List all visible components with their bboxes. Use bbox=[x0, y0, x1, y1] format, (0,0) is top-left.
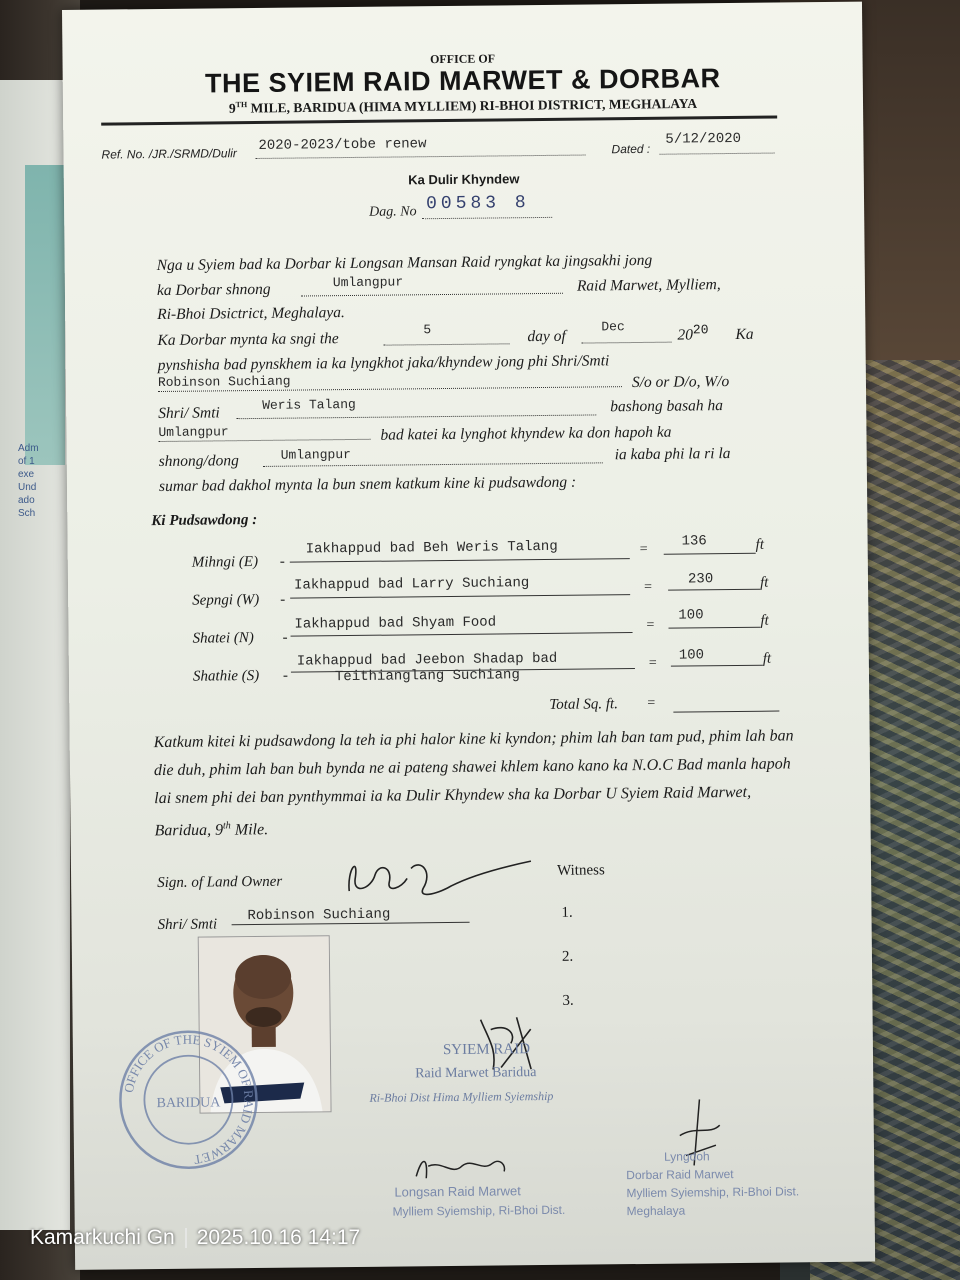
body-line-2b: Raid Marwet, Mylliem, bbox=[576, 276, 721, 295]
document-sheet bbox=[62, 2, 875, 1270]
longsan-stamp-line-1: Longsan Raid Marwet bbox=[394, 1183, 521, 1200]
year-prefix: $20^{20}$ bbox=[677, 322, 709, 344]
body-line-4b: day of bbox=[527, 327, 566, 346]
parent-name-value: Weris Talang bbox=[262, 396, 356, 413]
day-value: 5 bbox=[423, 322, 432, 338]
location-label: Kamarkuchi Gn bbox=[30, 1226, 175, 1249]
office-address: 9TH MILE, BARIDUA (HIMA MYLLIEM) RI-BHOI DISTRICT, MEGHALAYA bbox=[228, 95, 698, 116]
body-line-7b: bashong basah ha bbox=[610, 397, 724, 416]
dorbar-stamp-line-1: Lyngdoh bbox=[663, 1149, 710, 1164]
body-line-1: Nga u Syiem bad ka Dorbar ki Longsan Mansan Raid ryngkat ka jingsakhi jong bbox=[156, 251, 653, 275]
conditions-paragraph: Katkum kitei ki pudsawdong la teh ia phi halor kine ki kyndon; phim lah ban tam pud, phim lah ban die duh, phim lah ban buh bynda ne ai pateng shawei khlem kano kano ka N.O.C Bad manla hapoh lai snem phi dei ban pynthymmai ia ka Dulir Khyndew sha ka Dorbar U Syiem Raid Marwet, Baridua, 9th Mile. bbox=[153, 727, 794, 840]
office-title: THE SYIEM RAID MARWET & DORBAR bbox=[204, 63, 721, 99]
body-line-4d: Ka bbox=[735, 325, 754, 343]
edge-partial-text: Adm of 1 exe Und ado Sch bbox=[18, 443, 39, 519]
datetime-label: 2025.10.16 14:17 bbox=[196, 1226, 361, 1249]
dag-label: Dag. No bbox=[369, 204, 417, 220]
boundary-row-east: Mihngi (E) - Iakhappud bad Beh Weris Talang = 136 ft bbox=[191, 533, 765, 571]
dotted-line bbox=[384, 343, 510, 345]
stamp-center-text: BARIDUA bbox=[156, 1095, 221, 1112]
boundary-row-south: Shathie (S) - Iakhappud bad Jeebon Shadap bad Teithianglang Suchiang = 100 ft bbox=[192, 647, 772, 686]
body-line-9b: ia kaba phi la ri la bbox=[614, 445, 731, 464]
dotted-line bbox=[263, 462, 603, 467]
dotted-line bbox=[301, 293, 563, 297]
syiem-stamp-line-2: Raid Marwet Baridua bbox=[415, 1065, 537, 1082]
photo-timestamp-overlay bbox=[30, 1226, 360, 1250]
dated-value: 5/12/2020 bbox=[665, 130, 742, 148]
body-line-2a: ka Dorbar shnong bbox=[156, 280, 271, 300]
stamp-ring-text: OFFICE OF THE SYIEM OF RAID MARWET bbox=[120, 1031, 257, 1168]
ref-dotted-line bbox=[256, 155, 586, 159]
body-line-10: sumar bad dakhol mynta la bun snem katkum kine ki pudsawdong : bbox=[158, 473, 577, 496]
body-line-6b: S/o or D/o, W/o bbox=[631, 373, 730, 392]
dag-dotted-line bbox=[422, 217, 552, 219]
owner-name-value: Robinson Suchiang bbox=[157, 373, 291, 391]
background-teal-folder bbox=[25, 165, 65, 465]
office-of-label: OFFICE OF bbox=[429, 51, 496, 67]
syiem-stamp-line-3: Ri-Bhoi Dist Hima Mylliem Syiemship bbox=[369, 1088, 554, 1105]
separator bbox=[185, 1228, 187, 1248]
boundaries-heading: Ki Pudsawdong : bbox=[151, 511, 258, 530]
ref-value: 2020-2023/tobe renew bbox=[258, 136, 427, 154]
document-heading: Ka Dulir Khyndew bbox=[408, 171, 520, 188]
dorbar-stamp-line-4: Meghalaya bbox=[626, 1203, 686, 1219]
body-line-3: Ri-Bhoi Dsictrict, Meghalaya. bbox=[157, 304, 345, 324]
shri-smti-label: Shri/ Smti bbox=[157, 916, 218, 934]
dotted-line bbox=[582, 342, 672, 344]
longsan-stamp-line-2: Mylliem Syiemship, Ri-Bhoi Dist. bbox=[392, 1202, 566, 1219]
boundary-row-north: Shatei (N) - Iakhappud bad Shyam Food = 100 ft bbox=[192, 607, 769, 647]
dag-number: 00583 8 bbox=[425, 193, 530, 215]
witness-3: 3. bbox=[562, 992, 574, 1009]
dorbar-shnong-value: Umlangpur bbox=[332, 274, 404, 291]
syiem-stamp-line-1: SYIEM RAID bbox=[442, 1041, 531, 1059]
boundary-row-west: Sepngi (W) - Iakhappud bad Larry Suchiang = 230 ft bbox=[192, 571, 769, 609]
body-line-7a: Shri/ Smti bbox=[158, 404, 220, 423]
dated-dotted-line bbox=[660, 153, 775, 155]
month-value: Dec bbox=[601, 319, 625, 335]
shnong-dong-value: Umlangpur bbox=[280, 446, 351, 463]
body-line-8b: bad katei ka lynghot khyndew ka don hapoh ka bbox=[380, 423, 672, 444]
dated-label: Dated : bbox=[611, 141, 651, 157]
witness-2: 2. bbox=[561, 948, 574, 965]
dorbar-stamp-line-2: Dorbar Raid Marwet bbox=[626, 1167, 734, 1183]
office-round-stamp bbox=[113, 1024, 265, 1176]
residence-value: Umlangpur bbox=[158, 424, 229, 441]
ref-label: Ref. No. /JR./SRMD/Dulir bbox=[101, 146, 237, 162]
sign-land-owner-label: Sign. of Land Owner bbox=[157, 873, 283, 892]
dorbar-stamp-line-3: Mylliem Syiemship, Ri-Bhoi Dist. bbox=[626, 1184, 800, 1201]
body-line-4a: Ka Dorbar mynta ka sngi the bbox=[157, 330, 339, 350]
body-line-9a: shnong/dong bbox=[158, 452, 239, 471]
dotted-line bbox=[236, 414, 596, 419]
owner-signature-name: Robinson Suchiang bbox=[247, 906, 391, 925]
witness-1: 1. bbox=[561, 904, 573, 921]
body-line-5: pynshisha bad pynskhem ia ka lyngkhot jaka/khyndew jong phi Shri/Smti bbox=[157, 352, 610, 375]
witness-label: Witness bbox=[556, 862, 605, 879]
total-row: Total Sq. ft. = bbox=[62, 2, 862, 10]
